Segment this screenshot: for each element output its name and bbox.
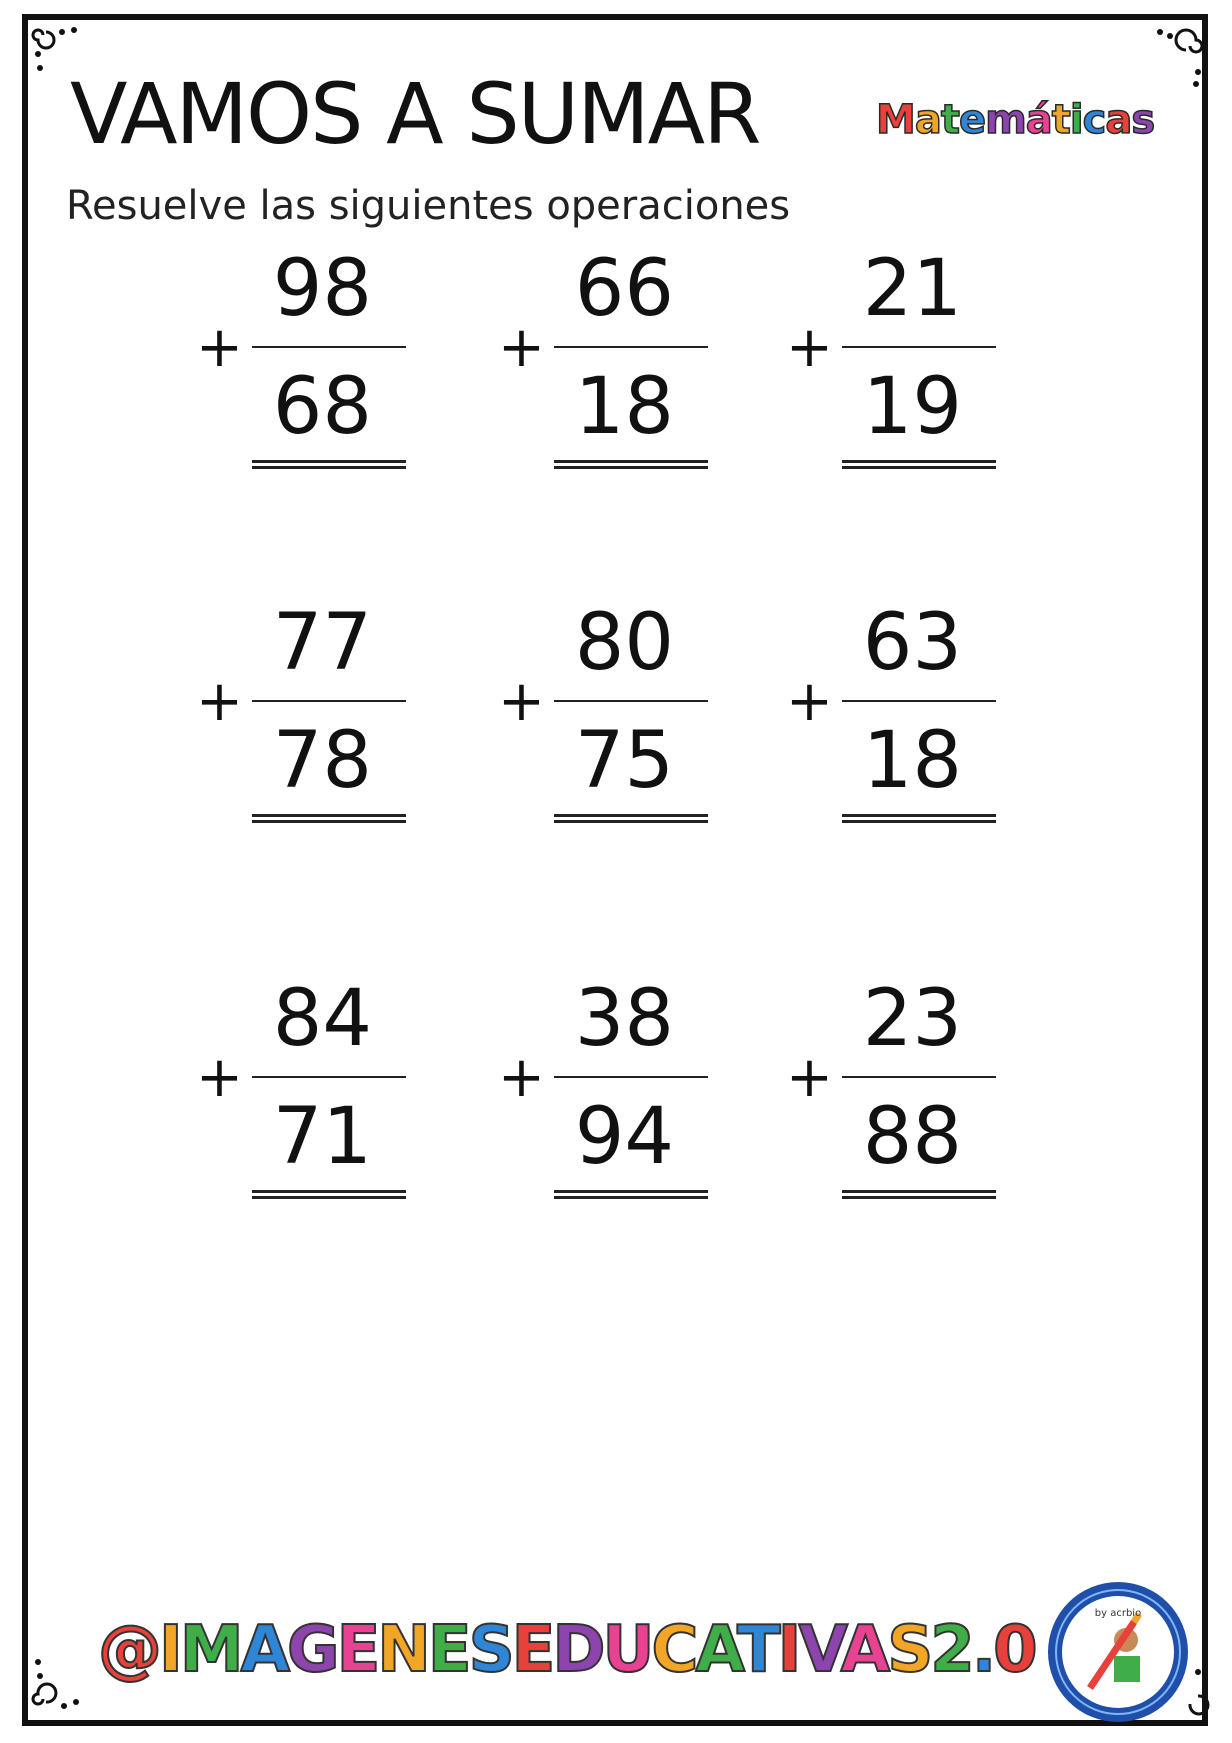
brand-letter: A	[840, 1613, 888, 1687]
plus-sign: +	[498, 315, 545, 380]
answer-double-line	[842, 814, 996, 817]
answer-double-line	[252, 814, 406, 817]
page-title: VAMOS A SUMAR	[70, 65, 760, 163]
brand-letter: N	[377, 1613, 428, 1687]
subject-letter: á	[1025, 97, 1052, 143]
addition-line	[554, 346, 708, 348]
answer-double-line	[554, 1190, 708, 1193]
plus-sign: +	[786, 315, 833, 380]
addend-bottom: 19	[862, 362, 962, 452]
subject-letter: i	[1069, 97, 1083, 143]
subject-letter: e	[958, 97, 986, 143]
brand-letter: E	[427, 1613, 469, 1687]
addend-bottom: 18	[574, 362, 674, 452]
addition-problem	[498, 244, 708, 480]
answer-double-line	[554, 466, 708, 469]
subject-letter: t	[940, 97, 959, 143]
addition-line	[554, 700, 708, 702]
brand-letter: A	[240, 1613, 288, 1687]
brand-letter: 2	[930, 1613, 972, 1687]
brand-letter: A	[695, 1613, 737, 1687]
brand-letter: @	[98, 1613, 159, 1687]
answer-double-line	[842, 466, 996, 469]
addend-top: 80	[574, 598, 674, 688]
subject-letter: t	[1051, 97, 1070, 143]
brand-letter: E	[511, 1613, 553, 1687]
brand-letter: V	[798, 1613, 841, 1687]
brand-letter: I	[777, 1613, 799, 1687]
plus-sign: +	[196, 1045, 243, 1110]
addend-bottom: 75	[574, 716, 674, 806]
addend-top: 38	[574, 974, 674, 1064]
addend-bottom: 18	[862, 716, 962, 806]
plus-sign: +	[786, 1045, 833, 1110]
addend-bottom: 94	[574, 1092, 674, 1182]
brand-letter: I	[159, 1613, 180, 1687]
swirl-ornament-bottom-left-icon	[28, 1642, 108, 1722]
brand-letter: M	[179, 1613, 241, 1687]
plus-sign: +	[196, 315, 243, 380]
swirl-ornament-top-right-icon	[1130, 20, 1210, 100]
imageneseducativas-logo-badge-icon	[1044, 1578, 1192, 1726]
addition-problem	[786, 244, 996, 480]
addition-line	[554, 1076, 708, 1078]
subject-letter: m	[985, 97, 1026, 143]
answer-double-line	[554, 814, 708, 817]
subject-letter: s	[1131, 97, 1155, 143]
addend-top: 84	[272, 974, 372, 1064]
answer-double-line	[554, 460, 708, 463]
plus-sign: +	[196, 669, 243, 734]
answer-double-line	[842, 1196, 996, 1199]
addend-bottom: 68	[272, 362, 372, 452]
answer-double-line	[554, 1196, 708, 1199]
addend-top: 21	[862, 244, 962, 334]
brand-letter: G	[287, 1613, 337, 1687]
brand-handle	[98, 1613, 1035, 1687]
subject-letter: a	[914, 97, 941, 143]
plus-sign: +	[498, 669, 545, 734]
plus-sign: +	[786, 669, 833, 734]
addition-problem	[786, 598, 996, 834]
subject-label-matematicas	[876, 97, 1155, 143]
answer-double-line	[252, 1196, 406, 1199]
addition-line	[842, 346, 996, 348]
badge-caption: by acrbio	[1094, 1608, 1142, 1619]
addition-problem	[498, 974, 708, 1210]
brand-letter: S	[887, 1613, 931, 1687]
instructions-subtitle: Resuelve las siguientes operaciones	[66, 183, 791, 229]
addend-top: 63	[862, 598, 962, 688]
addition-problem	[196, 244, 406, 480]
addition-line	[252, 700, 406, 702]
brand-letter: T	[737, 1613, 778, 1687]
addend-bottom: 71	[272, 1092, 372, 1182]
addition-problem	[498, 598, 708, 834]
answer-double-line	[554, 820, 708, 823]
brand-letter: U	[602, 1613, 652, 1687]
brand-letter: S	[468, 1613, 512, 1687]
addend-top: 98	[272, 244, 372, 334]
answer-double-line	[252, 466, 406, 469]
subject-letter: c	[1082, 97, 1106, 143]
addition-line	[842, 1076, 996, 1078]
addend-top: 23	[862, 974, 962, 1064]
brand-letter: D	[552, 1613, 603, 1687]
addend-bottom: 78	[272, 716, 372, 806]
addition-problem	[196, 974, 406, 1210]
addition-line	[842, 700, 996, 702]
answer-double-line	[252, 1190, 406, 1193]
answer-double-line	[252, 460, 406, 463]
answer-double-line	[842, 820, 996, 823]
subject-letter: M	[876, 97, 915, 143]
answer-double-line	[252, 820, 406, 823]
subject-letter: a	[1105, 97, 1132, 143]
brand-letter: .	[971, 1613, 994, 1687]
plus-sign: +	[498, 1045, 545, 1110]
brand-letter: C	[651, 1613, 696, 1687]
addition-problem	[196, 598, 406, 834]
addition-line	[252, 1076, 406, 1078]
addition-problem	[786, 974, 996, 1210]
addend-top: 77	[272, 598, 372, 688]
answer-double-line	[842, 460, 996, 463]
brand-letter: 0	[993, 1613, 1035, 1687]
brand-letter: E	[336, 1613, 378, 1687]
addition-line	[252, 346, 406, 348]
addend-top: 66	[574, 244, 674, 334]
addend-bottom: 88	[862, 1092, 962, 1182]
answer-double-line	[842, 1190, 996, 1193]
